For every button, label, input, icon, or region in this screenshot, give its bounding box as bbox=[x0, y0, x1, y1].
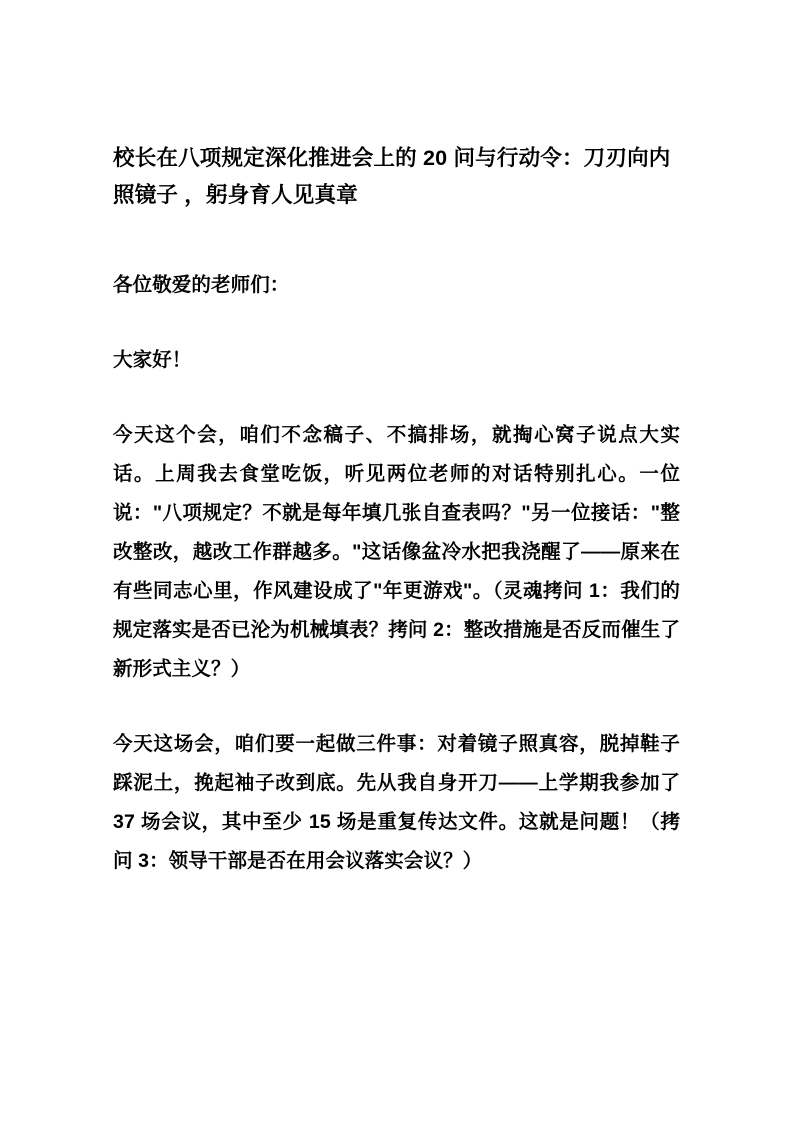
page-title: 校长在八项规定深化推进会上的 20 问与行动令：刀刃向内照镜子 ，躬身育人见真章 bbox=[113, 146, 671, 207]
paragraph-greeting: 各位敬爱的老师们： bbox=[113, 273, 290, 296]
paragraph-body-2: 今天这场会，咱们要一起做三件事：对着镜子照真容，脱掉鞋子踩泥土，挽起袖子改到底。先从我自身开刀——上学期我参加了 37 场会议，其中至少 15 场是重复传达文件。这就是问题！（拷问 3：领导干部是否在用会议落实会议？） bbox=[113, 732, 680, 872]
paragraph-body-1: 今天这个会，咱们不念稿子、不搞排场，就掏心窝子说点大实话。上周我去食堂吃饭，听见两位老师的对话特别扎心。一位说："八项规定？不就是每年填几张自查表吗？"另一位接话："整改整改，越改工作群越多。"这话像盆冷水把我浇醒了——原来在有些同志心里，作风建设成了"年更游戏"。（灵魂拷问 1：我们的规定落实是否已沦为机械填表？拷问 2：整改措施是否反而催生了新形式主义？） bbox=[113, 423, 680, 680]
paragraph-hello: 大家好！ bbox=[113, 348, 192, 371]
